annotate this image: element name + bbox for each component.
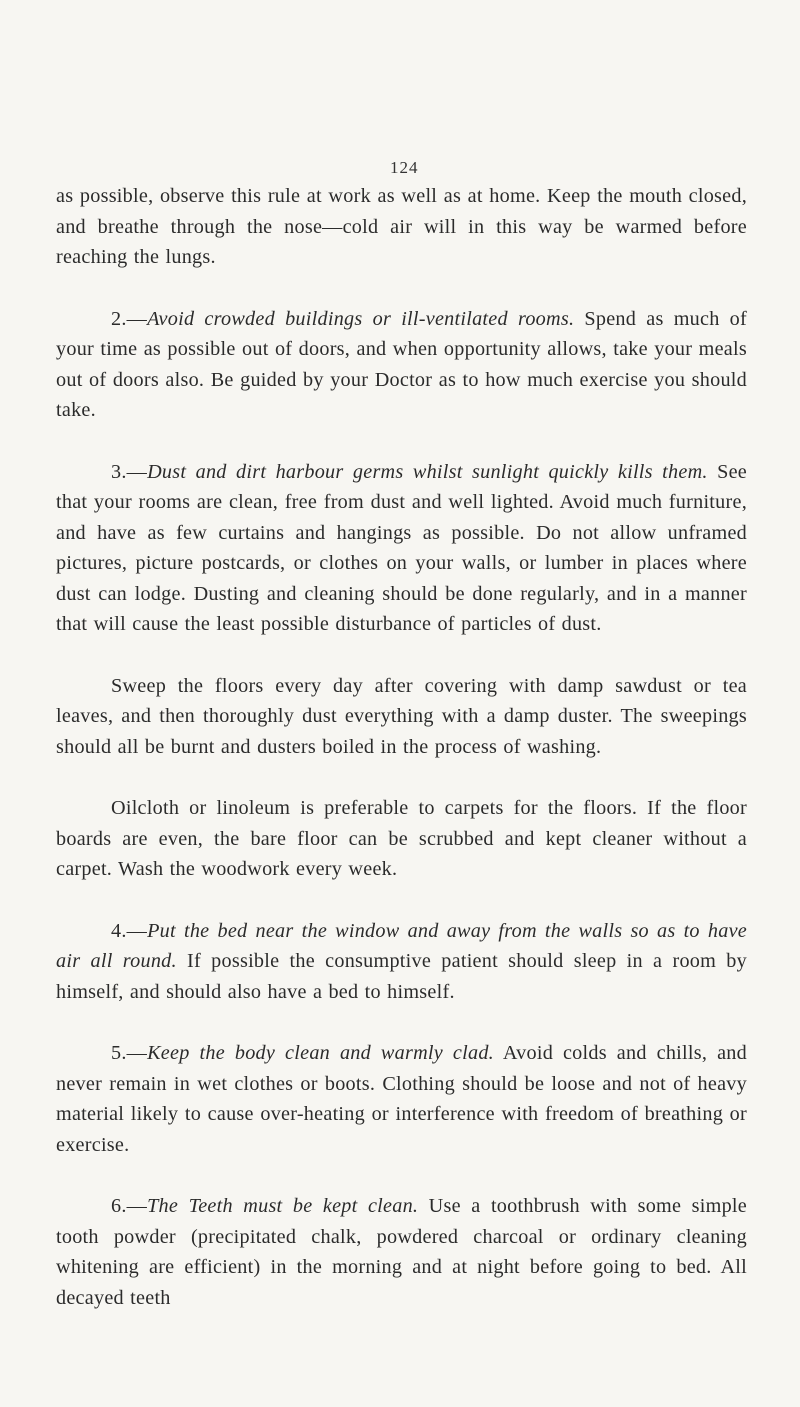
rule-number: 2.— [111, 307, 148, 330]
paragraph-text: Sweep the floors every day after covering with damp sawdust or tea leaves, and then thoroughly dust everything with a damp duster. The sweepings should all be burnt and dusters boiled in the process of washing. [56, 674, 747, 758]
page-number: 124 [390, 158, 419, 177]
rule-number: 6.— [111, 1195, 148, 1217]
paragraph-text: Use a toothbrush with some simple tooth powder (precipitated chalk, powdered charcoal or ordinary cleaning whitening are efficient) in the morning and at night before going to bed. All decayed teeth [56, 1195, 748, 1309]
paragraph-text: as possible, observe this rule at work as well as at home. Keep the mouth closed, and breathe through the nose—cold air will in this way be warmed before reaching the lungs. [56, 185, 747, 268]
paragraph-text: If possible the consumptive patient should sleep in a room by himself, and should also have a bed to himself. [56, 950, 747, 1003]
rule-heading: The Teeth must be kept clean. [147, 1195, 419, 1217]
paragraph-text: Spend as much of your time as possible out of doors, and when opportunity allows, take your meals out of doors also. Be guided by your Doctor as to how much exercise you should take. [56, 307, 747, 421]
paragraph-text: Avoid colds and chills, and never remain in wet clothes or boots. Clothing should be loose and not of heavy material likely to cause over-heating or interference with freedom of breathing or exercise. [56, 1042, 747, 1156]
rule-number: 3.— [111, 460, 148, 483]
rule-number: 4.— [111, 919, 148, 942]
rule-number: 5.— [111, 1042, 148, 1064]
paragraph-rule-2 [56, 304, 747, 426]
paragraph-rule-5 [56, 1038, 747, 1160]
paragraph-rule-4 [56, 916, 747, 1008]
paragraph-continuation [56, 181, 747, 273]
paragraph-rule-3 [56, 457, 747, 640]
body-text [56, 181, 747, 1344]
paragraph-rule-6 [56, 1191, 747, 1313]
paragraph-oilcloth [56, 793, 747, 885]
paragraph-text: See that your rooms are clean, free from dust and well lighted. Avoid much furniture, and have as few curtains and hangings as possible. Do not allow unframed pictures, picture postcards, or clothes on your walls, or lumber in places where dust can lodge. Dusting and cleaning should be done regularly, and in a manner that will cause the least possible disturbance of particles of dust. [56, 460, 747, 635]
rule-heading: Dust and dirt harbour germs whilst sunlight quickly kills them. [147, 460, 708, 483]
rule-heading: Put the bed near the window and away from the walls so as to have air all round. [56, 919, 747, 972]
paragraph-text: Oilcloth or linoleum is preferable to carpets for the floors. If the floor boards are even, the bare floor can be scrubbed and kept cleaner without a carpet. Wash the woodwork every week. [56, 797, 747, 880]
rule-heading: Keep the body clean and warmly clad. [147, 1042, 494, 1064]
paragraph-sweep [56, 671, 747, 763]
rule-heading: Avoid crowded buildings or ill-ventilated rooms. [147, 307, 575, 330]
